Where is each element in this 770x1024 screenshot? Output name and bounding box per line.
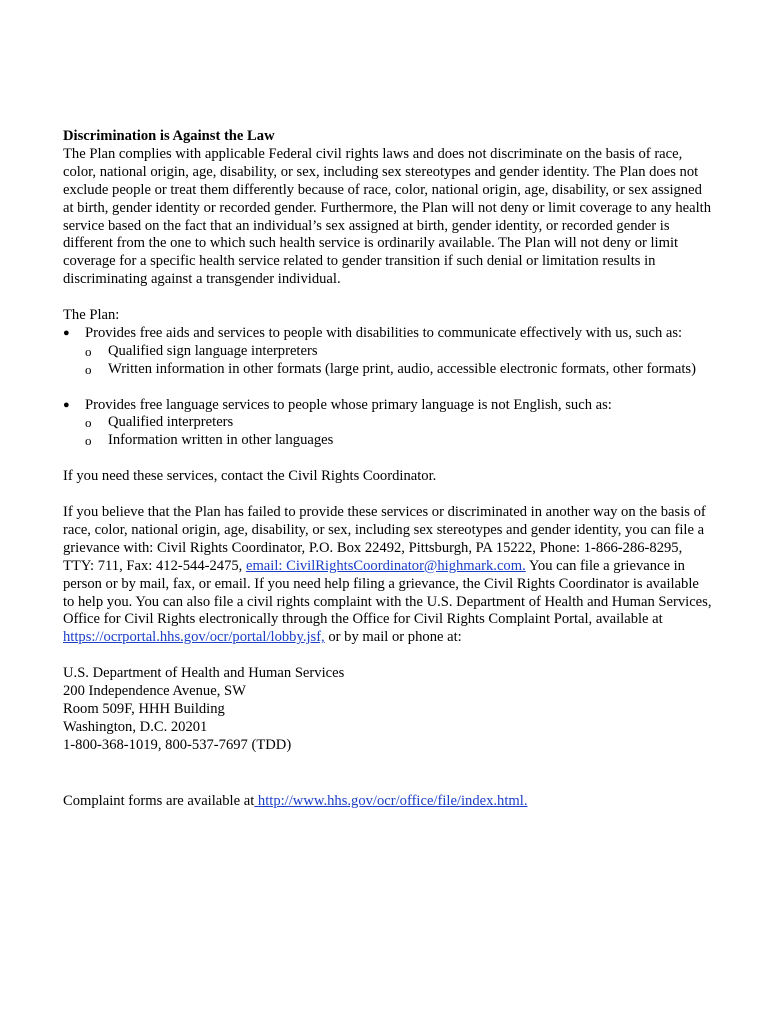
page-title: Discrimination is Against the Law [63,128,275,144]
document-page [63,128,713,811]
sub-list-item [63,432,713,450]
sub-list [63,343,713,379]
mailing-address [63,665,713,755]
circle-bullet-icon: o [85,343,92,359]
address-line: Room 509F, HHH Building [63,700,225,717]
address-line: 200 Independence Avenue, SW [63,683,246,700]
complaint-paragraph [63,793,713,811]
address-line: U.S. Department of Health and Human Services [63,665,345,682]
plan-label: The Plan: [63,307,120,324]
services-list [63,325,713,450]
sub-list-item [63,414,713,432]
email-link[interactable]: email: CivilRightsCoordinator@highmark.com. [245,557,526,574]
list-item-text: Provides free aids and services to people with disabilities to communicate effectively with us, such as: [85,324,683,341]
list-item-text: Provides free language services to people whose primary language is not English, such as: [85,396,612,413]
grievance-paragraph [63,504,713,647]
portal-link[interactable]: https://ocrportal.hhs.gov/ocr/portal/lobby.jsf, [63,629,325,646]
bullet-icon: ● [63,398,70,411]
sub-list-item [63,361,713,379]
circle-bullet-icon: o [85,361,92,377]
address-line: 1-800-368-1019, 800-537-7697 (TDD) [63,736,292,753]
circle-bullet-icon: o [85,415,92,431]
sub-list-item-text: Information written in other languages [108,432,334,449]
sub-list-item-text: Qualified sign language interpreters [108,342,318,359]
bullet-icon: ● [63,326,70,339]
grievance-text-2: You can file a grievance in person or by mail, fax, or email. If you need help filing a grievance, the Civil Rights Coordinator is available to help you. You can also file a civil rights complaint with the U.S. Department of Health and Human Services, Office for Civil Rights electronically through the Office for Civil Rights Complaint Portal, available at [63,557,712,628]
circle-bullet-icon: o [85,433,92,449]
grievance-text-3: or by mail or phone at: [324,629,462,646]
intro-paragraph: The Plan complies with applicable Federal civil rights laws and does not discriminate on the basis of race, color, national origin, age, disability, or sex, including sex stereotypes and gender identity. The Plan does not exclude people or treat them differently because of race, color, national origin, age, disability, or sex assigned at birth, gender identity or recorded gender. Furthermore, the Plan will not deny or limit coverage to any health service based on the fact that an individual’s sex assigned at birth, gender identity, or recorded gender is different from the one to which such health service is ordinarily available. The Plan will not deny or limit coverage for a specific health service related to gender transition if such denial or limitation results in discriminating against a transgender individual. [63,145,712,288]
grievance-text-1: If you believe that the Plan has failed to provide these services or discriminated in another way on the basis of race, color, national origin, age, disability, or sex, including sex stereotypes and gender identity, you can file a grievance with: Civil Rights Coordinator, P.O. Box 22492, Pittsburgh, PA 15222, Phone: 1-866-286-8295, TTY: 711, Fax: 412-544-2475, [63,503,706,574]
contact-paragraph: If you need these services, contact the Civil Rights Coordinator. [63,468,437,485]
sub-list-item-text: Written information in other formats (large print, audio, accessible electronic formats, other formats) [108,360,696,377]
list-item [63,397,713,451]
list-item [63,325,713,379]
complaint-forms-link[interactable]: http://www.hhs.gov/ocr/office/file/index.html. [254,792,528,809]
sub-list-item [63,343,713,361]
sub-list [63,414,713,450]
complaint-text: Complaint forms are available at [63,792,255,809]
address-line: Washington, D.C. 20201 [63,718,208,735]
sub-list-item-text: Qualified interpreters [108,414,234,431]
